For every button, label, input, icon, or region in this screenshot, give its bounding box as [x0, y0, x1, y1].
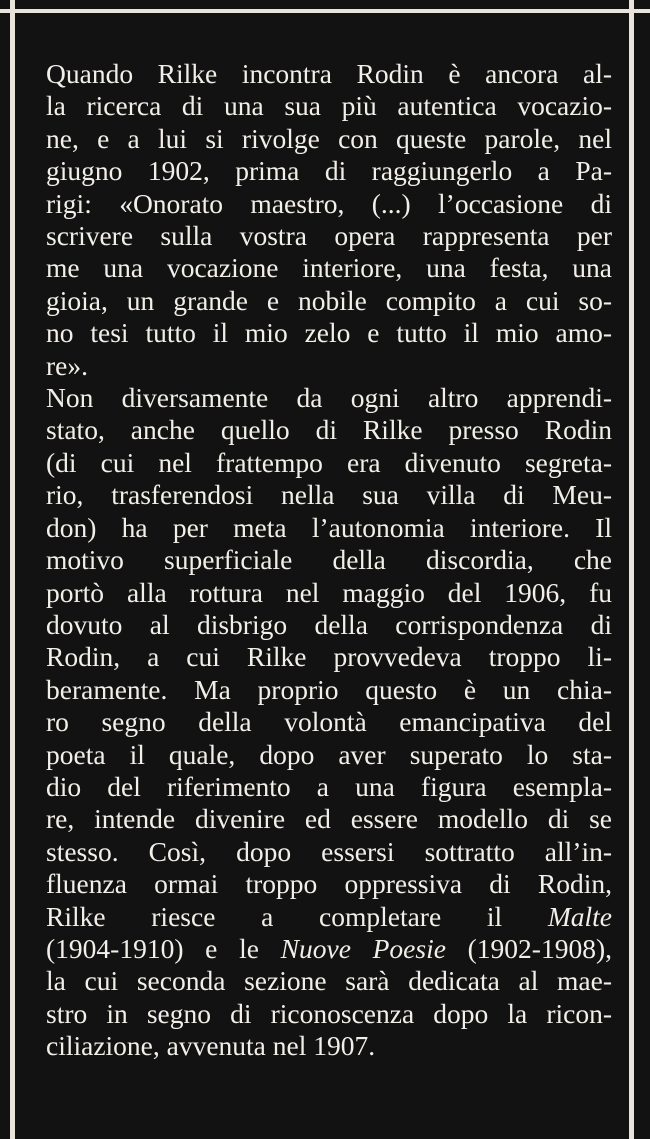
text-line: rio, trasferendosi nella sua villa di Meu- — [46, 479, 612, 511]
book-title-nuove-poesie: Nuove Poesie — [280, 932, 446, 964]
text-line: (di cui nel frattempo era divenuto segreta- — [46, 446, 612, 478]
text-line: me una vocazione interiore, una festa, una — [46, 252, 612, 284]
text-segment: (1904-1910) e le — [46, 932, 281, 964]
text-line: dio del riferimento a una figura esempla- — [46, 770, 612, 802]
text-line: Rodin, a cui Rilke provvedeva troppo li- — [46, 641, 612, 673]
text-line: ciliazione, avvenuta nel 1907. — [46, 1030, 376, 1062]
paragraph-2 — [46, 382, 612, 1063]
text-segment: (1902-1908), — [445, 932, 612, 964]
text-line: stro in segno di riconoscenza dopo la ricon- — [46, 997, 612, 1029]
text-line: dovuto al disbrigo della corrispondenza di — [46, 608, 612, 640]
text-line: la cui seconda sezione sarà dedicata al mae- — [46, 965, 612, 997]
text-line: re, intende divenire ed essere modello di se — [46, 803, 612, 835]
top-border-rule — [0, 9, 650, 13]
text-line: gioia, un grande e nobile compito a cui so- — [46, 284, 612, 316]
text-line: Non diversamente da ogni altro apprendi- — [46, 382, 612, 414]
book-title-malte: Malte — [547, 900, 612, 932]
text-line: rigi: «Onorato maestro, (...) l’occasione di — [46, 187, 612, 219]
text-line: beramente. Ma proprio questo è un chia- — [46, 673, 612, 705]
text-line: Quando Rilke incontra Rodin è ancora al- — [46, 58, 612, 89]
text-line: re». — [46, 349, 88, 381]
text-line: portò alla rottura nel maggio del 1906, fu — [46, 576, 612, 608]
left-border-rule — [10, 0, 15, 1139]
text-line: giugno 1902, prima di raggiungerlo a Pa- — [46, 155, 612, 187]
text-line: stesso. Così, dopo essersi sottratto all’in- — [46, 835, 612, 867]
paragraph-1 — [46, 58, 612, 382]
text-line: motivo superficiale della discordia, che — [46, 544, 612, 576]
text-line: no tesi tutto il mio zelo e tutto il mio amo- — [46, 317, 612, 349]
text-line: fluenza ormai troppo oppressiva di Rodin, — [46, 868, 612, 900]
text-line-malte — [46, 901, 612, 933]
text-line: scrivere sulla vostra opera rappresenta per — [46, 220, 612, 252]
text-line: ro segno della volontà emancipativa del — [46, 706, 612, 738]
right-border-rule — [629, 0, 634, 1139]
text-line: la ricerca di una sua più autentica vocazio- — [46, 90, 612, 122]
text-line: stato, anche quello di Rilke presso Rodin — [46, 414, 612, 446]
text-line: ne, e a lui si rivolge con queste parole, nel — [46, 122, 612, 154]
text-line: poeta il quale, dopo aver superato lo sta- — [46, 738, 612, 770]
text-line: don) ha per meta l’autonomia interiore. Il — [46, 511, 612, 543]
text-segment: Rilke riesce a completare il — [46, 900, 548, 932]
article-text — [46, 58, 612, 1063]
text-line-nuove-poesie — [46, 933, 612, 965]
